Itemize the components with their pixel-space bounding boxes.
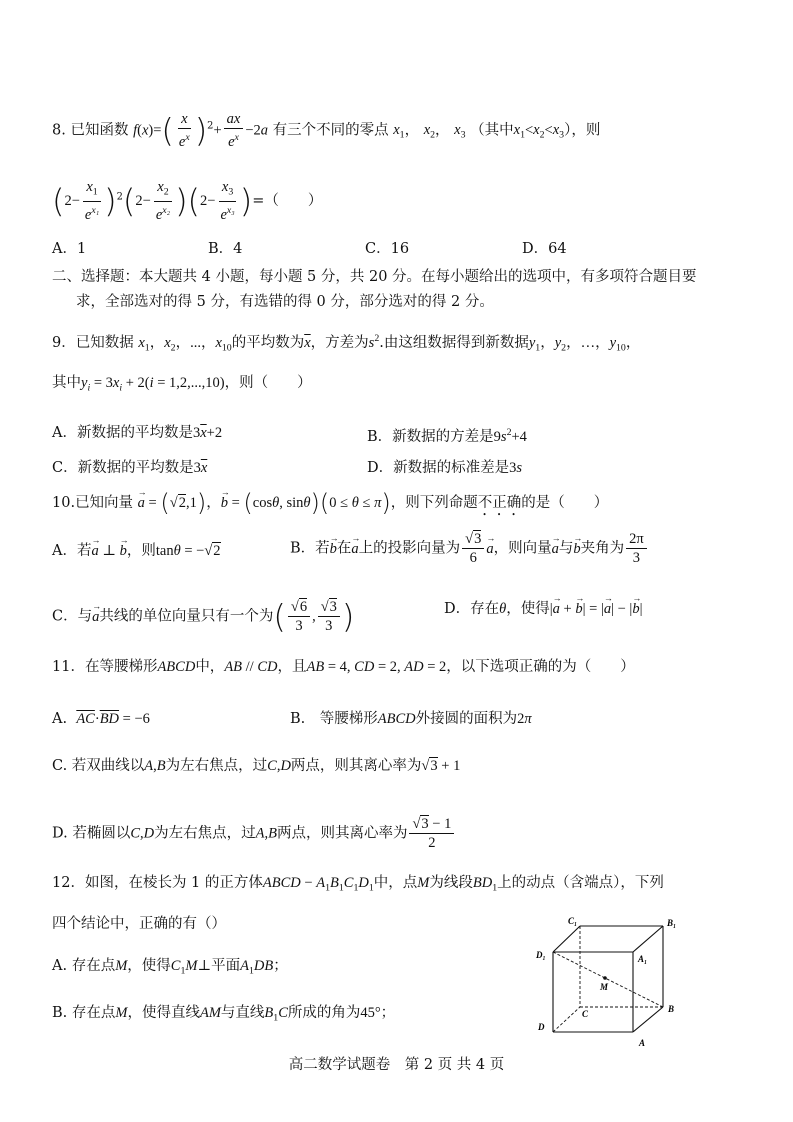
q8-option-c: C．16: [365, 241, 410, 257]
q9-stem: 已知数据: [75, 334, 134, 351]
q10-emphasis: 不正确: [477, 495, 522, 511]
label-b1: B₁: [667, 918, 677, 928]
q8-option-a: A．1: [52, 241, 87, 257]
section2-title: 二、选择题：本大题共 4 小题，每小题 5 分，共 20 分。在每小题给出的选项中，有多项符合题目要: [52, 269, 697, 285]
label-m: M: [600, 982, 609, 992]
q8-number: 8.: [52, 122, 66, 139]
label-d1: D₁: [536, 950, 546, 960]
q9-line1: 9．已知数据 $x_1$，$x_2$，...，$x_{10}$的平均数为$\overline{x}$，方差为$s^2$.由这组数据得到新数据$y_1$，$y_2$，…，$y_{10}$，: [52, 333, 641, 354]
q10-option-b: B．若→ b在→ a上的投影向量为 $\frac{√3}{6}$ → a，则向量→ a与→ b夹角为 $\frac{2\pi}{3}$: [290, 530, 649, 567]
q10-option-d: D．存在θ，使得|→ a + → b| = |→ a| − |→ b|: [444, 598, 642, 620]
q8-stem: 已知函数: [70, 122, 129, 139]
q10-option-a: A．若→ a ⊥ → b，则tanθ = −√2: [52, 540, 221, 562]
label-b: B: [668, 1004, 675, 1014]
q11-option-a: A. $\overline{AC}\cdot\overline{BD} = -6$: [52, 711, 150, 727]
q8-stem-d: ），则: [564, 122, 601, 139]
q9-option-c: C．新数据的平均数是$3\overline{x}$: [52, 460, 208, 476]
q9-option-b: B．新数据的方差是$9s^2+4$: [367, 427, 527, 445]
label-c1: C₁: [568, 916, 578, 926]
q10-number: 10.: [52, 495, 76, 511]
q8-line2: (2− $\frac{x_1}{e^{x_1}}$ )$^2$(2− $\frac{x_2}{e^{x_2}}$ )(2− $\frac{x_3}{e^{x_3}}$ )=（ ）: [52, 179, 323, 224]
q10-line1: 10.已知向量 → a = (√2,1)，→ b = (cosθ, sinθ)(0 ≤ θ ≤ π)，则下列命题不正确的是（ ）: [52, 487, 753, 519]
q8-stem-c: （其中: [470, 122, 514, 139]
q12-line1: 12．如图，在棱长为 1 的正方体ABCD − $A_1B_1C_1D_1$中，点M为线段$BD_1$上的动点（含端点），下列: [52, 875, 664, 894]
label-c: C: [582, 1009, 589, 1019]
q8-option-d: D．64: [522, 241, 567, 257]
q9-option-a: A．新数据的平均数是$3\overline{x}+2$: [52, 425, 223, 441]
q9-option-d: D．新数据的标准差是3s: [367, 460, 523, 476]
q12-number: 12．: [52, 875, 85, 891]
q8-line1: 8. 已知函数 f(x)=( $\frac{x}{e^x}$ )$^2$+ $\frac{ax}{e^x}$ −2a 有三个不同的零点 $x_1$， $x_2$， $x_3$ （其中$x_1<x_2<x_3$），则: [52, 111, 601, 150]
q11-number: 11．: [52, 659, 85, 675]
label-a1: A₁: [638, 954, 648, 964]
q11-option-b: B. 等腰梯形ABCD外接圆的面积为2π: [290, 711, 532, 727]
q12-option-a: A. 存在点M，使得$C_1M\perp$平面$A_1DB$；: [52, 958, 288, 977]
q10-option-c: C．与→ a共线的单位向量只有一个为( $\frac{√6}{3}$ , $\frac{√3}{3}$ ): [52, 598, 354, 635]
page-footer: 高二数学试题卷 第 2 页 共 4 页: [288, 1057, 505, 1073]
label-a: A: [639, 1038, 646, 1048]
q12-line2: 四个结论中，正确的有（）: [52, 916, 226, 932]
q11-option-d: D. 若椭圆以C,D为左右焦点，过A,B两点，则其离心率为 $\frac{√3 - 1}{2}$: [52, 815, 753, 852]
section2-title-cont: 求，全部选对的得 5 分，有选错的得 0 分，部分选对的得 2 分。: [76, 294, 494, 310]
q9-line2: 其中$y_i = 3x_i + 2(i = 1,2,...,10)$，则（ ）: [52, 375, 312, 394]
cube-figure: [530, 912, 690, 1052]
label-d: D: [538, 1022, 545, 1032]
q9-number: 9．: [52, 334, 76, 351]
q8-sep: ，: [435, 122, 450, 139]
q8-stem-b: 有三个不同的零点: [272, 122, 389, 139]
q8-sep: ，: [404, 122, 420, 139]
q8-blank: =（ ）: [252, 193, 323, 210]
q11-option-c: C. 若双曲线以A,B为左右焦点，过C,D两点，则其离心率为√3 + 1: [52, 758, 461, 774]
q12-option-b: B. 存在点M，使得直线AM与直线$B_1C$所成的角为45°；: [52, 1005, 396, 1024]
q11-line1: 11．在等腰梯形ABCD中，AB // CD，且AB = 4, CD = 2, AD = 2，以下选项正确的为（ ）: [52, 659, 635, 675]
q8-option-b: B．4: [208, 241, 243, 257]
